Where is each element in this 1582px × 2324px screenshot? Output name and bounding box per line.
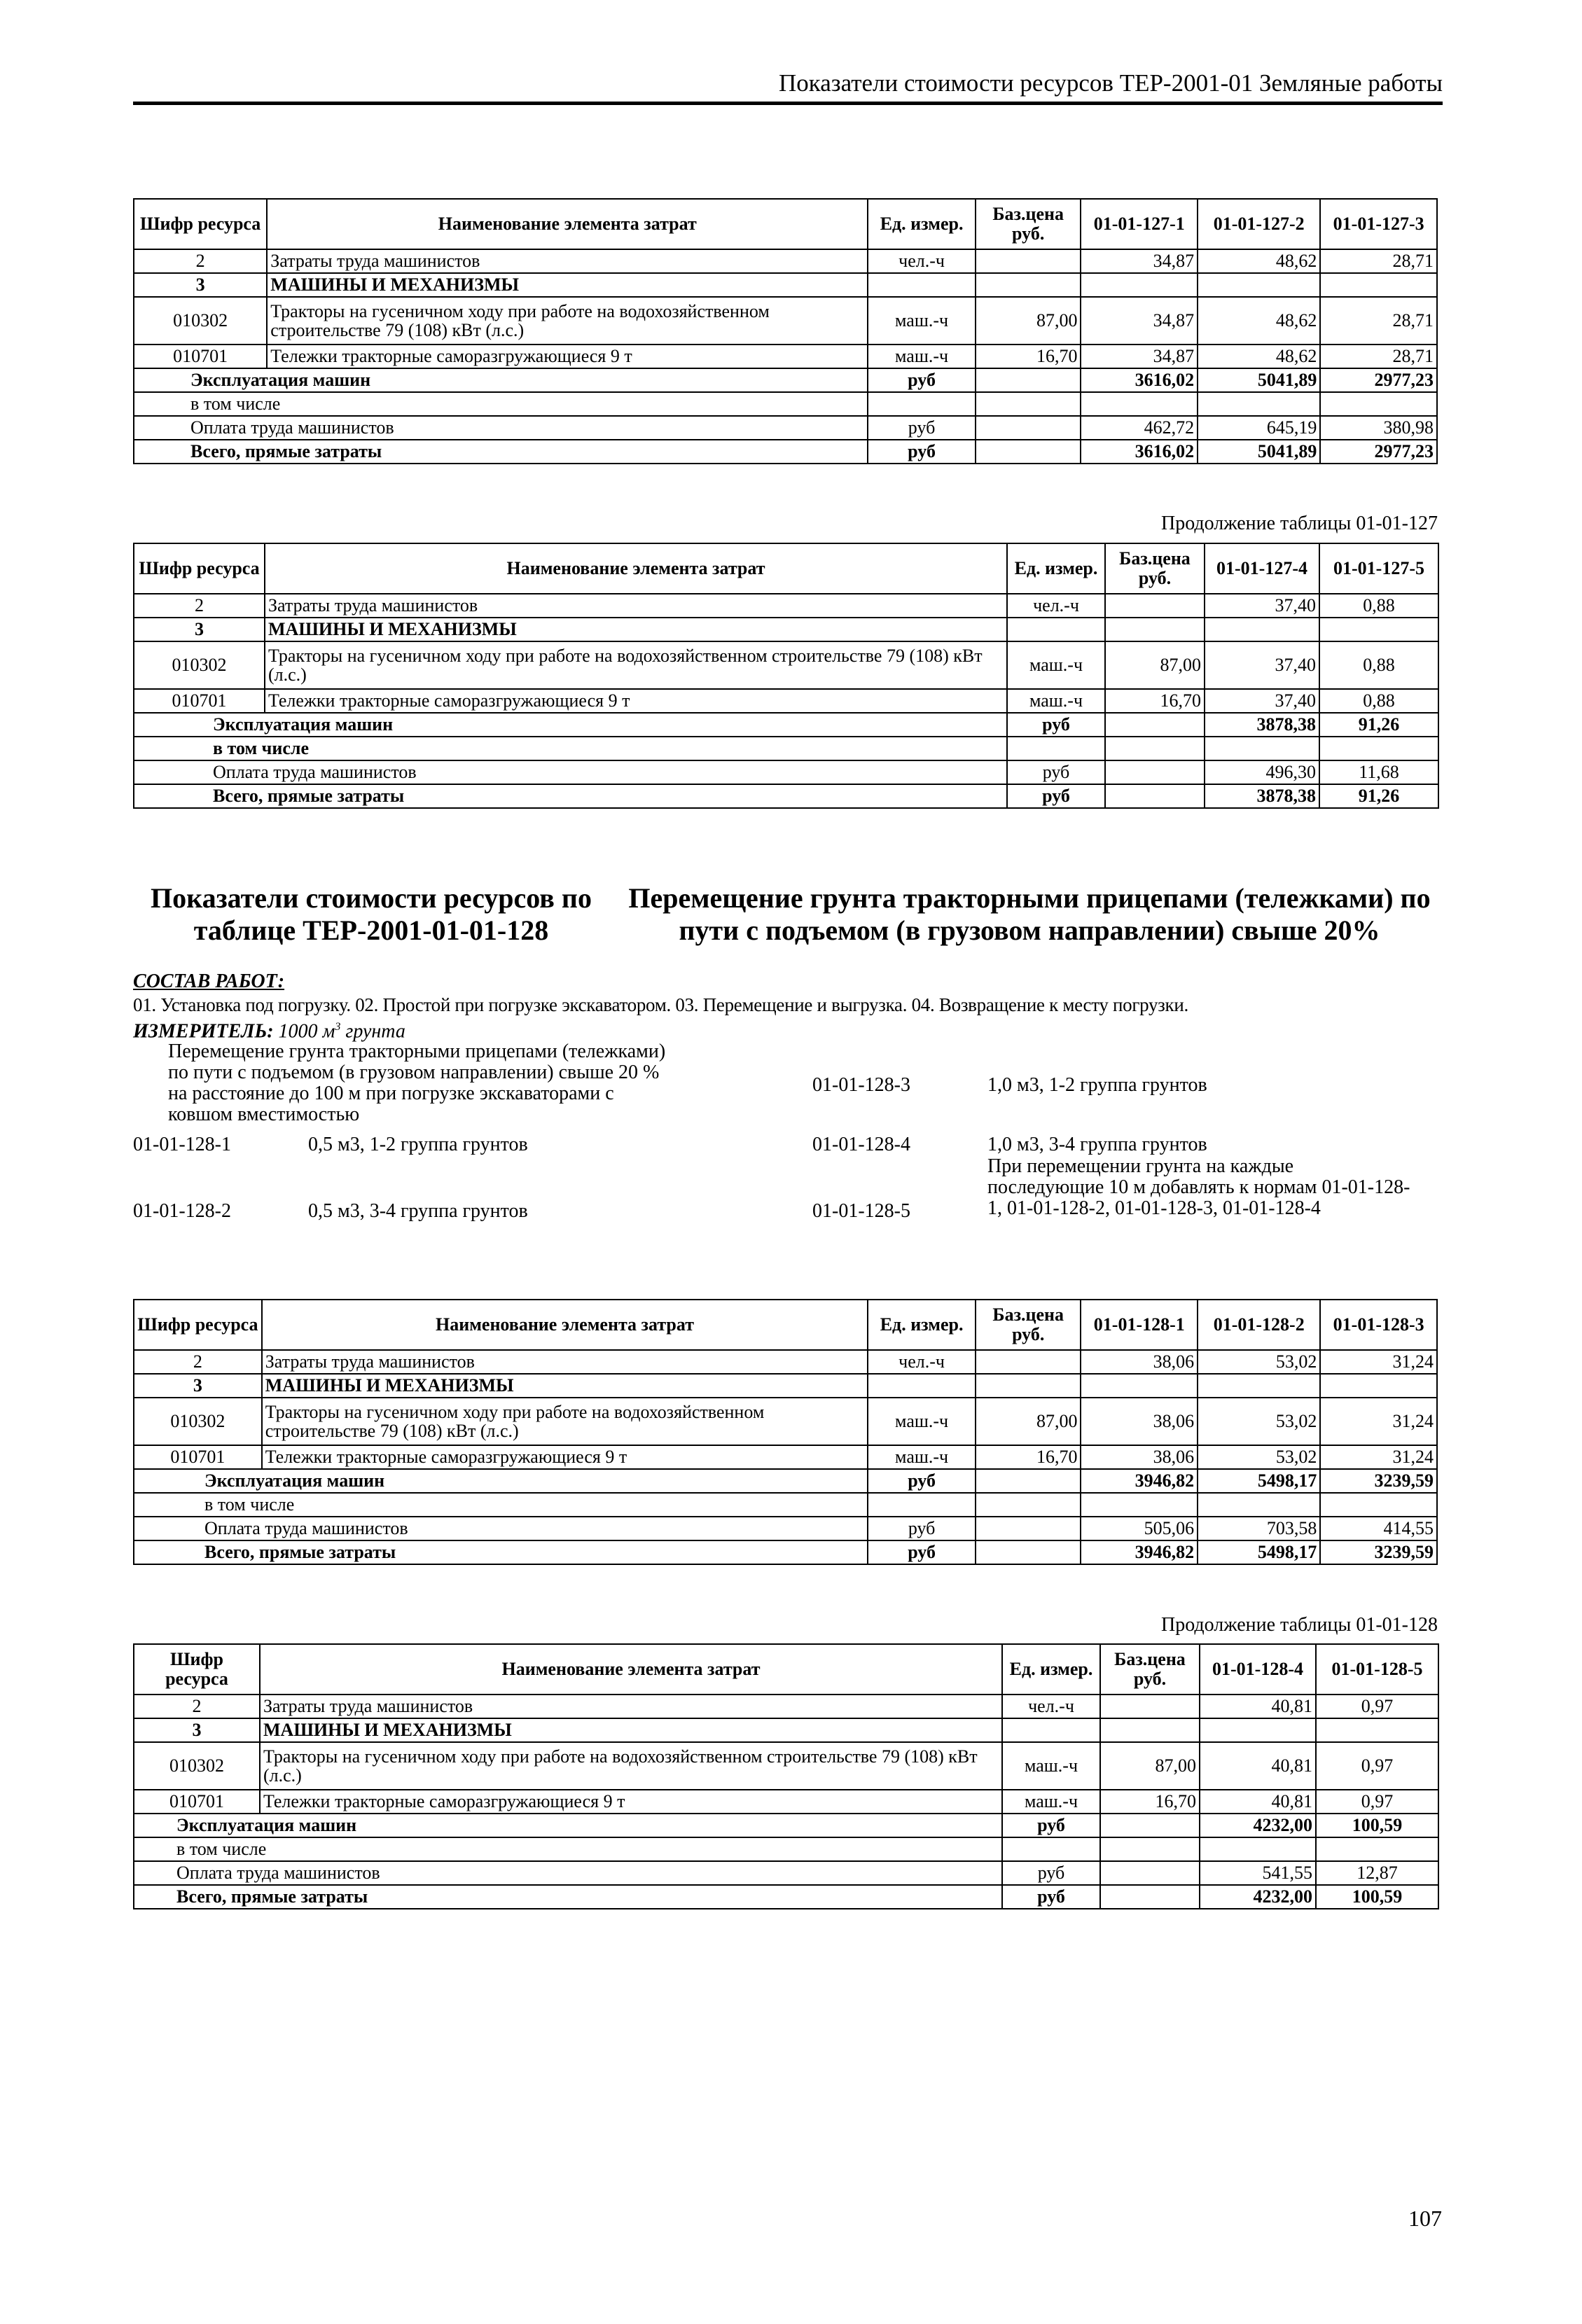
row-value xyxy=(1200,1837,1316,1861)
table-row xyxy=(134,345,1437,368)
meter-value: 1000 м xyxy=(278,1020,335,1043)
row-unit xyxy=(868,273,976,297)
table-row xyxy=(134,1469,1437,1493)
row-code: 3 xyxy=(134,1718,260,1742)
row-value xyxy=(1198,1374,1320,1398)
row-name: Оплата труда машинистов xyxy=(134,1517,868,1540)
table-row xyxy=(134,1398,1437,1445)
row-value xyxy=(1319,618,1438,641)
row-price xyxy=(976,416,1081,440)
row-unit: маш.-ч xyxy=(868,345,976,368)
item-text: При перемещении грунта на каждые последующие 10 м добавлять к нормам 01-01-128-1, 01-01-128-2, 01-01-128-3, 01-01-128-4 xyxy=(987,1155,1410,1219)
page-number: 107 xyxy=(1408,2206,1442,2231)
row-value: 91,26 xyxy=(1319,713,1438,737)
row-name: Всего, прямые затраты xyxy=(134,1540,868,1564)
table-row xyxy=(134,689,1438,713)
section-title-left xyxy=(133,882,609,947)
table-row xyxy=(134,737,1438,760)
row-code: 010302 xyxy=(134,1742,260,1790)
row-value: 0,97 xyxy=(1316,1790,1438,1814)
table-caption: Продолжение таблицы 01-01-127 xyxy=(1160,513,1438,534)
row-unit xyxy=(1002,1718,1100,1742)
row-value: 462,72 xyxy=(1081,416,1198,440)
table-row xyxy=(134,249,1437,273)
header-price: Баз.цена руб. xyxy=(976,199,1081,249)
row-unit: маш.-ч xyxy=(868,297,976,345)
row-value: 40,81 xyxy=(1200,1695,1316,1718)
row-value xyxy=(1320,1374,1437,1398)
row-value xyxy=(1198,392,1320,416)
row-value xyxy=(1320,273,1437,297)
table-row xyxy=(134,1718,1438,1742)
row-name: Эксплуатация машин xyxy=(134,1469,868,1493)
row-value: 703,58 xyxy=(1198,1517,1320,1540)
row-value: 38,06 xyxy=(1081,1445,1198,1469)
row-price xyxy=(1105,737,1205,760)
row-unit: руб xyxy=(1002,1814,1100,1837)
row-value: 3946,82 xyxy=(1081,1540,1198,1564)
row-value: 4232,00 xyxy=(1200,1885,1316,1909)
table-row xyxy=(134,1885,1438,1909)
row-value xyxy=(1205,737,1319,760)
row-price xyxy=(976,1493,1081,1517)
row-code: 2 xyxy=(134,1695,260,1718)
work-text: 01. Установка под погрузку. 02. Простой при погрузке экскаватором. 03. Перемещение и выгрузка. 04. Возвращение к месту погрузки. xyxy=(133,994,1188,1015)
header-price: Баз.цена руб. xyxy=(1105,543,1205,594)
row-value: 37,40 xyxy=(1205,594,1319,618)
row-code: 010701 xyxy=(134,345,267,368)
header-price: Баз.цена руб. xyxy=(1100,1644,1200,1695)
desc-line: на расстояние до 100 м при погрузке экскаваторами с xyxy=(168,1083,614,1104)
row-value xyxy=(1316,1837,1438,1861)
row-price: 16,70 xyxy=(1100,1790,1200,1814)
row-price xyxy=(976,392,1081,416)
row-value: 380,98 xyxy=(1320,416,1437,440)
table-row xyxy=(134,440,1437,464)
row-value: 48,62 xyxy=(1198,345,1320,368)
meter-line xyxy=(133,1017,405,1042)
header-col: 01-01-128-2 xyxy=(1198,1300,1320,1350)
row-price xyxy=(1105,760,1205,784)
row-unit: чел.-ч xyxy=(1007,594,1105,618)
row-price xyxy=(976,1517,1081,1540)
section-title-right-line: Перемещение грунта тракторными прицепами (тележками) по xyxy=(628,882,1431,914)
header-col: 01-01-128-5 xyxy=(1316,1644,1438,1695)
row-name: Тракторы на гусеничном ходу при работе на водохозяйственном строительстве 79 (108) кВт (л.с.) xyxy=(262,1398,868,1445)
table-row xyxy=(134,1695,1438,1718)
row-value: 3239,59 xyxy=(1320,1469,1437,1493)
row-price xyxy=(1105,784,1205,808)
item-code: 01-01-128-3 xyxy=(812,1074,910,1096)
row-value: 0,88 xyxy=(1319,689,1438,713)
row-unit: маш.-ч xyxy=(1007,641,1105,689)
row-value: 40,81 xyxy=(1200,1742,1316,1790)
row-unit: маш.-ч xyxy=(868,1445,976,1469)
header-name: Наименование элемента затрат xyxy=(265,543,1007,594)
header-col: 01-01-127-3 xyxy=(1320,199,1437,249)
row-price: 87,00 xyxy=(976,297,1081,345)
header-code: Шифр ресурса xyxy=(134,1300,262,1350)
row-value: 3616,02 xyxy=(1081,440,1198,464)
item-text: 1,0 м3, 1-2 группа грунтов xyxy=(987,1074,1207,1096)
table-row xyxy=(134,760,1438,784)
row-name: в том числе xyxy=(134,1837,1002,1861)
table-row xyxy=(134,618,1438,641)
row-name: МАШИНЫ И МЕХАНИЗМЫ xyxy=(262,1374,868,1398)
row-unit: маш.-ч xyxy=(1002,1742,1100,1790)
item-text: 0,5 м3, 3-4 группа грунтов xyxy=(308,1200,528,1222)
header-col: 01-01-127-4 xyxy=(1205,543,1319,594)
row-name: Тележки тракторные саморазгружающиеся 9 т xyxy=(265,689,1007,713)
row-value: 53,02 xyxy=(1198,1350,1320,1374)
row-name: Оплата труда машинистов xyxy=(134,760,1007,784)
row-price xyxy=(976,249,1081,273)
row-price xyxy=(976,1374,1081,1398)
row-unit xyxy=(868,1493,976,1517)
row-value: 3946,82 xyxy=(1081,1469,1198,1493)
row-value xyxy=(1319,737,1438,760)
row-code: 010701 xyxy=(134,1445,262,1469)
row-price xyxy=(1100,1814,1200,1837)
row-value: 28,71 xyxy=(1320,345,1437,368)
row-value: 38,06 xyxy=(1081,1398,1198,1445)
table-row xyxy=(134,1814,1438,1837)
row-unit xyxy=(868,392,976,416)
row-value: 11,68 xyxy=(1319,760,1438,784)
header-code: Шифр ресурса xyxy=(134,543,265,594)
item-text: 1,0 м3, 3-4 группа грунтов xyxy=(987,1134,1207,1155)
row-value xyxy=(1320,392,1437,416)
row-price xyxy=(1100,1861,1200,1885)
row-unit: руб xyxy=(1007,713,1105,737)
row-unit xyxy=(1007,737,1105,760)
row-value: 4232,00 xyxy=(1200,1814,1316,1837)
row-value: 100,59 xyxy=(1316,1885,1438,1909)
row-value: 2977,23 xyxy=(1320,440,1437,464)
running-header: Показатели стоимости ресурсов ТЕР-2001-01 Земляные работы xyxy=(778,69,1443,97)
row-value xyxy=(1205,618,1319,641)
row-name: Эксплуатация машин xyxy=(134,368,868,392)
row-price xyxy=(976,1350,1081,1374)
row-name: Тракторы на гусеничном ходу при работе на водохозяйственном строительстве 79 (108) кВт (л.с.) xyxy=(265,641,1007,689)
work-label: СОСТАВ РАБОТ: xyxy=(133,970,285,992)
table-row xyxy=(134,1517,1437,1540)
row-value xyxy=(1316,1718,1438,1742)
row-value: 48,62 xyxy=(1198,297,1320,345)
table-row xyxy=(134,1350,1437,1374)
row-price xyxy=(1105,618,1205,641)
row-value: 0,88 xyxy=(1319,594,1438,618)
row-name: Затраты труда машинистов xyxy=(267,249,868,273)
header-unit: Ед. измер. xyxy=(868,1300,976,1350)
row-unit: маш.-ч xyxy=(868,1398,976,1445)
header-name: Наименование элемента затрат xyxy=(267,199,868,249)
row-value: 48,62 xyxy=(1198,249,1320,273)
row-code: 3 xyxy=(134,1374,262,1398)
row-value xyxy=(1200,1718,1316,1742)
row-name: Тракторы на гусеничном ходу при работе на водохозяйственном строительстве 79 (108) кВт (л.с.) xyxy=(267,297,868,345)
row-name: МАШИНЫ И МЕХАНИЗМЫ xyxy=(265,618,1007,641)
row-unit xyxy=(1007,618,1105,641)
row-name: Всего, прямые затраты xyxy=(134,784,1007,808)
row-value: 5041,89 xyxy=(1198,440,1320,464)
table-row xyxy=(134,1837,1438,1861)
row-value: 645,19 xyxy=(1198,416,1320,440)
row-price xyxy=(976,440,1081,464)
row-unit: руб xyxy=(868,1469,976,1493)
row-price xyxy=(1100,1695,1200,1718)
row-value: 2977,23 xyxy=(1320,368,1437,392)
row-code: 010302 xyxy=(134,641,265,689)
row-unit: руб xyxy=(868,1540,976,1564)
item-code: 01-01-128-5 xyxy=(812,1200,910,1222)
desc-line: по пути с подъемом (в грузовом направлении) свыше 20 % xyxy=(168,1062,660,1083)
row-unit: руб xyxy=(1007,760,1105,784)
row-unit xyxy=(1002,1837,1100,1861)
row-value: 3878,38 xyxy=(1205,713,1319,737)
row-name: МАШИНЫ И МЕХАНИЗМЫ xyxy=(267,273,868,297)
row-value xyxy=(1320,1493,1437,1517)
cost-table-127-part2 xyxy=(133,543,1439,809)
row-unit xyxy=(868,1374,976,1398)
row-name: в том числе xyxy=(134,1493,868,1517)
table-row xyxy=(134,1861,1438,1885)
row-price: 16,70 xyxy=(976,345,1081,368)
row-unit: руб xyxy=(868,368,976,392)
row-unit: чел.-ч xyxy=(868,1350,976,1374)
section-title-right-line: пути с подъемом (в грузовом направлении) свыше 20% xyxy=(679,914,1380,946)
row-name: Затраты труда машинистов xyxy=(260,1695,1002,1718)
table-row xyxy=(134,392,1437,416)
header-price: Баз.цена руб. xyxy=(976,1300,1081,1350)
header-code: Шифр ресурса xyxy=(134,1644,260,1695)
row-unit: руб xyxy=(1002,1885,1100,1909)
row-value: 37,40 xyxy=(1205,641,1319,689)
row-value: 53,02 xyxy=(1198,1398,1320,1445)
row-code: 2 xyxy=(134,249,267,273)
meter-sup: 3 xyxy=(335,1021,341,1033)
header-name: Наименование элемента затрат xyxy=(260,1644,1002,1695)
row-unit: маш.-ч xyxy=(1002,1790,1100,1814)
row-value: 38,06 xyxy=(1081,1350,1198,1374)
table-row xyxy=(134,1742,1438,1790)
row-name: Эксплуатация машин xyxy=(134,1814,1002,1837)
row-price xyxy=(976,368,1081,392)
item-code: 01-01-128-4 xyxy=(812,1134,910,1155)
row-price xyxy=(1100,1837,1200,1861)
row-value xyxy=(1081,1374,1198,1398)
table-row xyxy=(134,416,1437,440)
row-price xyxy=(1100,1885,1200,1909)
row-unit: чел.-ч xyxy=(868,249,976,273)
row-unit: руб xyxy=(1007,784,1105,808)
table-row xyxy=(134,641,1438,689)
cost-table-128-part2 xyxy=(133,1643,1439,1909)
row-value xyxy=(1081,392,1198,416)
row-name: Затраты труда машинистов xyxy=(265,594,1007,618)
row-unit: чел.-ч xyxy=(1002,1695,1100,1718)
row-unit: маш.-ч xyxy=(1007,689,1105,713)
meter-label: ИЗМЕРИТЕЛЬ: xyxy=(133,1020,274,1043)
header-col: 01-01-128-1 xyxy=(1081,1300,1198,1350)
row-value: 37,40 xyxy=(1205,689,1319,713)
cost-table-128-part1 xyxy=(133,1299,1438,1565)
header-col: 01-01-128-4 xyxy=(1200,1644,1316,1695)
section-title-right xyxy=(616,882,1443,947)
row-name: Всего, прямые затраты xyxy=(134,440,868,464)
row-value: 53,02 xyxy=(1198,1445,1320,1469)
row-value: 31,24 xyxy=(1320,1398,1437,1445)
cost-table-127-part1 xyxy=(133,198,1438,464)
section-title-left-line: Показатели стоимости ресурсов по xyxy=(151,882,592,914)
row-name: Тележки тракторные саморазгружающиеся 9 т xyxy=(262,1445,868,1469)
table-row xyxy=(134,368,1437,392)
row-price: 16,70 xyxy=(1105,689,1205,713)
row-value: 414,55 xyxy=(1320,1517,1437,1540)
row-value: 34,87 xyxy=(1081,249,1198,273)
row-value: 31,24 xyxy=(1320,1445,1437,1469)
item-text: 0,5 м3, 1-2 группа грунтов xyxy=(308,1134,528,1155)
table-row xyxy=(134,1374,1437,1398)
row-value: 31,24 xyxy=(1320,1350,1437,1374)
row-name: Оплата труда машинистов xyxy=(134,416,868,440)
header-col: 01-01-127-2 xyxy=(1198,199,1320,249)
table-row xyxy=(134,1790,1438,1814)
table-row xyxy=(134,594,1438,618)
row-price xyxy=(976,1469,1081,1493)
row-value: 28,71 xyxy=(1320,297,1437,345)
item-code: 01-01-128-1 xyxy=(133,1134,231,1155)
item-code: 01-01-128-2 xyxy=(133,1200,231,1222)
row-name: Затраты труда машинистов xyxy=(262,1350,868,1374)
row-unit: руб xyxy=(868,416,976,440)
row-value: 40,81 xyxy=(1200,1790,1316,1814)
row-price: 16,70 xyxy=(976,1445,1081,1469)
header-col: 01-01-127-5 xyxy=(1319,543,1438,594)
row-value: 505,06 xyxy=(1081,1517,1198,1540)
table-row xyxy=(134,1493,1437,1517)
header-unit: Ед. измер. xyxy=(1007,543,1105,594)
row-code: 010701 xyxy=(134,1790,260,1814)
row-value: 0,88 xyxy=(1319,641,1438,689)
table-row xyxy=(134,1540,1437,1564)
row-value: 5498,17 xyxy=(1198,1469,1320,1493)
row-value xyxy=(1198,273,1320,297)
row-value: 496,30 xyxy=(1205,760,1319,784)
row-code: 2 xyxy=(134,1350,262,1374)
table-row xyxy=(134,713,1438,737)
row-value: 5498,17 xyxy=(1198,1540,1320,1564)
row-name: Тележки тракторные саморазгружающиеся 9 т xyxy=(267,345,868,368)
row-price xyxy=(1105,594,1205,618)
row-unit: руб xyxy=(1002,1861,1100,1885)
section-title-left-line: таблице ТЕР-2001-01-01-128 xyxy=(193,914,549,946)
row-value: 3878,38 xyxy=(1205,784,1319,808)
row-price xyxy=(1100,1718,1200,1742)
row-value: 3616,02 xyxy=(1081,368,1198,392)
row-price: 87,00 xyxy=(1100,1742,1200,1790)
row-value: 34,87 xyxy=(1081,297,1198,345)
header-name: Наименование элемента затрат xyxy=(262,1300,868,1350)
row-value: 12,87 xyxy=(1316,1861,1438,1885)
row-value xyxy=(1081,1493,1198,1517)
row-value: 100,59 xyxy=(1316,1814,1438,1837)
desc-line: ковшом вместимостью xyxy=(168,1104,360,1125)
row-value xyxy=(1081,273,1198,297)
row-value: 91,26 xyxy=(1319,784,1438,808)
row-name: в том числе xyxy=(134,392,868,416)
header-col: 01-01-127-1 xyxy=(1081,199,1198,249)
row-name: в том числе xyxy=(134,737,1007,760)
header-code: Шифр ресурса xyxy=(134,199,267,249)
meter-tail: грунта xyxy=(340,1020,405,1043)
row-name: Тракторы на гусеничном ходу при работе на водохозяйственном строительстве 79 (108) кВт (л.с.) xyxy=(260,1742,1002,1790)
row-unit: руб xyxy=(868,1517,976,1540)
row-price: 87,00 xyxy=(1105,641,1205,689)
row-value: 0,97 xyxy=(1316,1742,1438,1790)
row-price: 87,00 xyxy=(976,1398,1081,1445)
row-name: Эксплуатация машин xyxy=(134,713,1007,737)
desc-line: Перемещение грунта тракторными прицепами (тележками) xyxy=(168,1041,666,1062)
row-value: 34,87 xyxy=(1081,345,1198,368)
row-code: 3 xyxy=(134,618,265,641)
row-price xyxy=(976,273,1081,297)
table-row xyxy=(134,1445,1437,1469)
row-unit: руб xyxy=(868,440,976,464)
table-row xyxy=(134,297,1437,345)
row-price xyxy=(1105,713,1205,737)
row-code: 010302 xyxy=(134,297,267,345)
row-value: 541,55 xyxy=(1200,1861,1316,1885)
row-code: 3 xyxy=(134,273,267,297)
row-name: МАШИНЫ И МЕХАНИЗМЫ xyxy=(260,1718,1002,1742)
row-value: 3239,59 xyxy=(1320,1540,1437,1564)
row-code: 010302 xyxy=(134,1398,262,1445)
row-value xyxy=(1198,1493,1320,1517)
row-value: 28,71 xyxy=(1320,249,1437,273)
row-value: 5041,89 xyxy=(1198,368,1320,392)
row-code: 2 xyxy=(134,594,265,618)
row-value: 0,97 xyxy=(1316,1695,1438,1718)
row-name: Тележки тракторные саморазгружающиеся 9 т xyxy=(260,1790,1002,1814)
table-caption: Продолжение таблицы 01-01-128 xyxy=(1160,1614,1438,1636)
header-unit: Ед. измер. xyxy=(1002,1644,1100,1695)
table-row xyxy=(134,273,1437,297)
row-name: Всего, прямые затраты xyxy=(134,1885,1002,1909)
table-row xyxy=(134,784,1438,808)
row-price xyxy=(976,1540,1081,1564)
row-name: Оплата труда машинистов xyxy=(134,1861,1002,1885)
header-col: 01-01-128-3 xyxy=(1320,1300,1437,1350)
header-rule xyxy=(133,102,1443,105)
header-unit: Ед. измер. xyxy=(868,199,976,249)
row-code: 010701 xyxy=(134,689,265,713)
